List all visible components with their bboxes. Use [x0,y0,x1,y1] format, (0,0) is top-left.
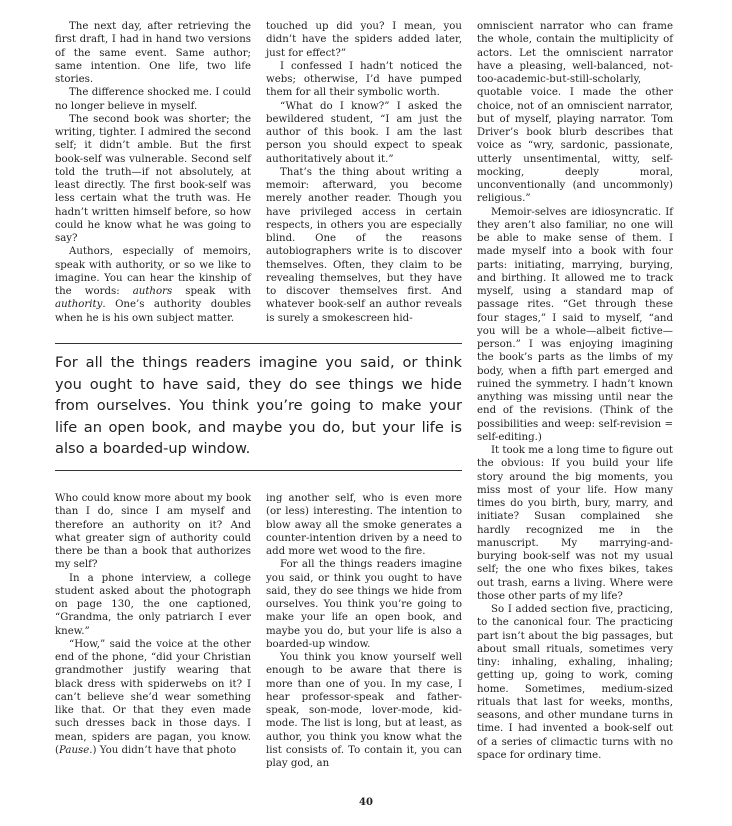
text-run: ) You didn’t have that photo [92,744,237,756]
page-number: 40 [359,797,373,808]
paragraph-continued: touched up did you? I mean, you didn’t have the spiders added later, just for effect?” [266,21,462,59]
paragraph: So I added section five, practicing, to the canonical four. The practicing part isn’t about the big passages, but about small rituals, sometimes very tiny: inhaling, exhaling, inhaling; getting up, going to work, coming home. Sometimes, medium-sized rituals that last for weeks, months, seasons, and other mundane turns in time. I had invented a book-self out of a series of climactic turns with no space for ordinary time. [477,604,673,761]
paragraph [55,245,251,325]
text-run: “How,” said the voice at the other end of the phone, “did your Christian grandmother justify wearing that black dress with spiderwebs on it? I can’t believe she’d wear something like that. Or that they even made such dresses back in those days. I mean, spiders are pagan, you know. ( [55,638,251,756]
text-run: . One’s authority doubles when he is his own subject matter. [55,299,251,324]
text-run: speak with [172,286,251,297]
pull-quote-text: For all the things readers imagine you said, or think you ought to have said, they do see things we hide from ourselves. You think you’re going to make your life an open book, and maybe you do, but your life is also a boarded-up window. [55,354,462,458]
paragraph [55,638,251,757]
paragraph: For all the things readers imagine you said, or think you ought to have said, they do see things we hide from ourselves. You think you’re going to make your life an open book, and maybe you do, but your life is also a boarded-up window. [266,559,462,650]
emphasis: Pause. [58,744,93,756]
paragraph: “What do I know?” I asked the bewildered student, “I am just the author of this book. I am the last person you should expect to speak authoritatively about it.” [266,100,462,165]
paragraph-continued: omniscient narrator who can frame the whole, contain the multiplicity of actors. Let the omniscient narrator have a pleasing, well-balanced, not-too-academic-but-still-scholarly, quotable voice. I made the other choice, not of an omniscient narrator, but of myself, playing narrator. Tom Driver’s book blurb describes that voice as “wry, sardonic, passionate, utterly unsentimental, witty, self-mocking, deeply moral, unconventionally (and uncommonly) religious.” [477,21,673,205]
column-1-bottom [55,492,251,757]
paragraph: That’s the thing about writing a memoir: afterward, you become merely another reader. Though you have privileged access in certain respects, in others you are especially blind. One of the reasons autobiographers write is to discover themselves. Often, they claim to be revealing themselves, but they have to discover themselves first. And whatever book-self an author reveals is surely a smokescreen hid- [266,166,462,324]
paragraph: The next day, after retrieving the first draft, I had in hand two versions of the same event. Same author; same intention. One life, two life stories. [55,21,251,85]
emphasis: authority [55,299,103,311]
pull-quote [55,343,462,471]
column-1-top [55,20,251,325]
paragraph: In a phone interview, a college student asked about the photograph on page 130, the one captioned, “Grandma, the only patriarch I ever knew.” [55,572,251,637]
text-run: Authors, especially of memoirs, speak with authority, or so we like to imagine. You can hear the kinship of the words: [55,246,251,297]
column-2-bottom [266,492,462,770]
paragraph: The difference shocked me. I could no longer believe in myself. [55,87,251,112]
emphasis: authors [132,286,173,297]
column-3 [477,20,673,762]
paragraph-continued: ing another self, who is even more (or less) interesting. The intention to blow away all the smoke generates a counter-intention driven by a need to add more wet wood to the fire. [266,493,462,557]
paragraph: I confessed I hadn’t noticed the webs; otherwise, I’d have pumped them for all their symbolic worth. [266,60,462,99]
column-2-top [266,20,462,325]
paragraph: It took me a long time to figure out the obvious: If you build your life story around the big moments, you miss most of your life. How many times do you birth, bury, marry, and initiate? Susan complained she hardly recognized me in the manuscript. My marrying-and-burying book-self was not my usual self; the one who fixes bikes, takes out trash, earns a living. Where were those other parts of my life? [477,445,673,602]
paragraph: You think you know yourself well enough to be aware that there is more than one of you. In my case, I hear professor-speak and father-speak, son-mode, lover-mode, kid-mode. The list is long, but at least, as author, you think you know what the list consists of. To contain it, you can play god, an [266,652,462,769]
paragraph: Memoir-selves are idiosyncratic. If they aren’t also familiar, no one will be able to make sense of them. I made myself into a book with four parts: initiating, marrying, burying, and birthing. It allowed me to track myself, using a standard map of passage rites. “Get through these four stages,” I said to myself, “and you will be a whole—albeit fictive—person.” I was enjoying imagining the book’s parts as the limbs of my body, when a fifth part emerged and ruined the symmetry. I hadn’t known anything was missing until near the end of the revisions. (Think of the possibilities and weep: self-revision = self-editing.) [477,206,673,443]
paragraph: The second book was shorter; the writing, tighter. I admired the second self; it didn’t amble. But the first book-self was vulnerable. Second self told the truth—if not absolutely, at least directly. The first book-self was less certain what the truth was. He hadn’t written himself before, so how could he know what he was going to say? [55,113,251,244]
paragraph-continued: Who could know more about my book than I do, since I am myself and therefore an authority on it? And what greater sign of authority could there be than a book that authorizes my self? [55,493,251,571]
